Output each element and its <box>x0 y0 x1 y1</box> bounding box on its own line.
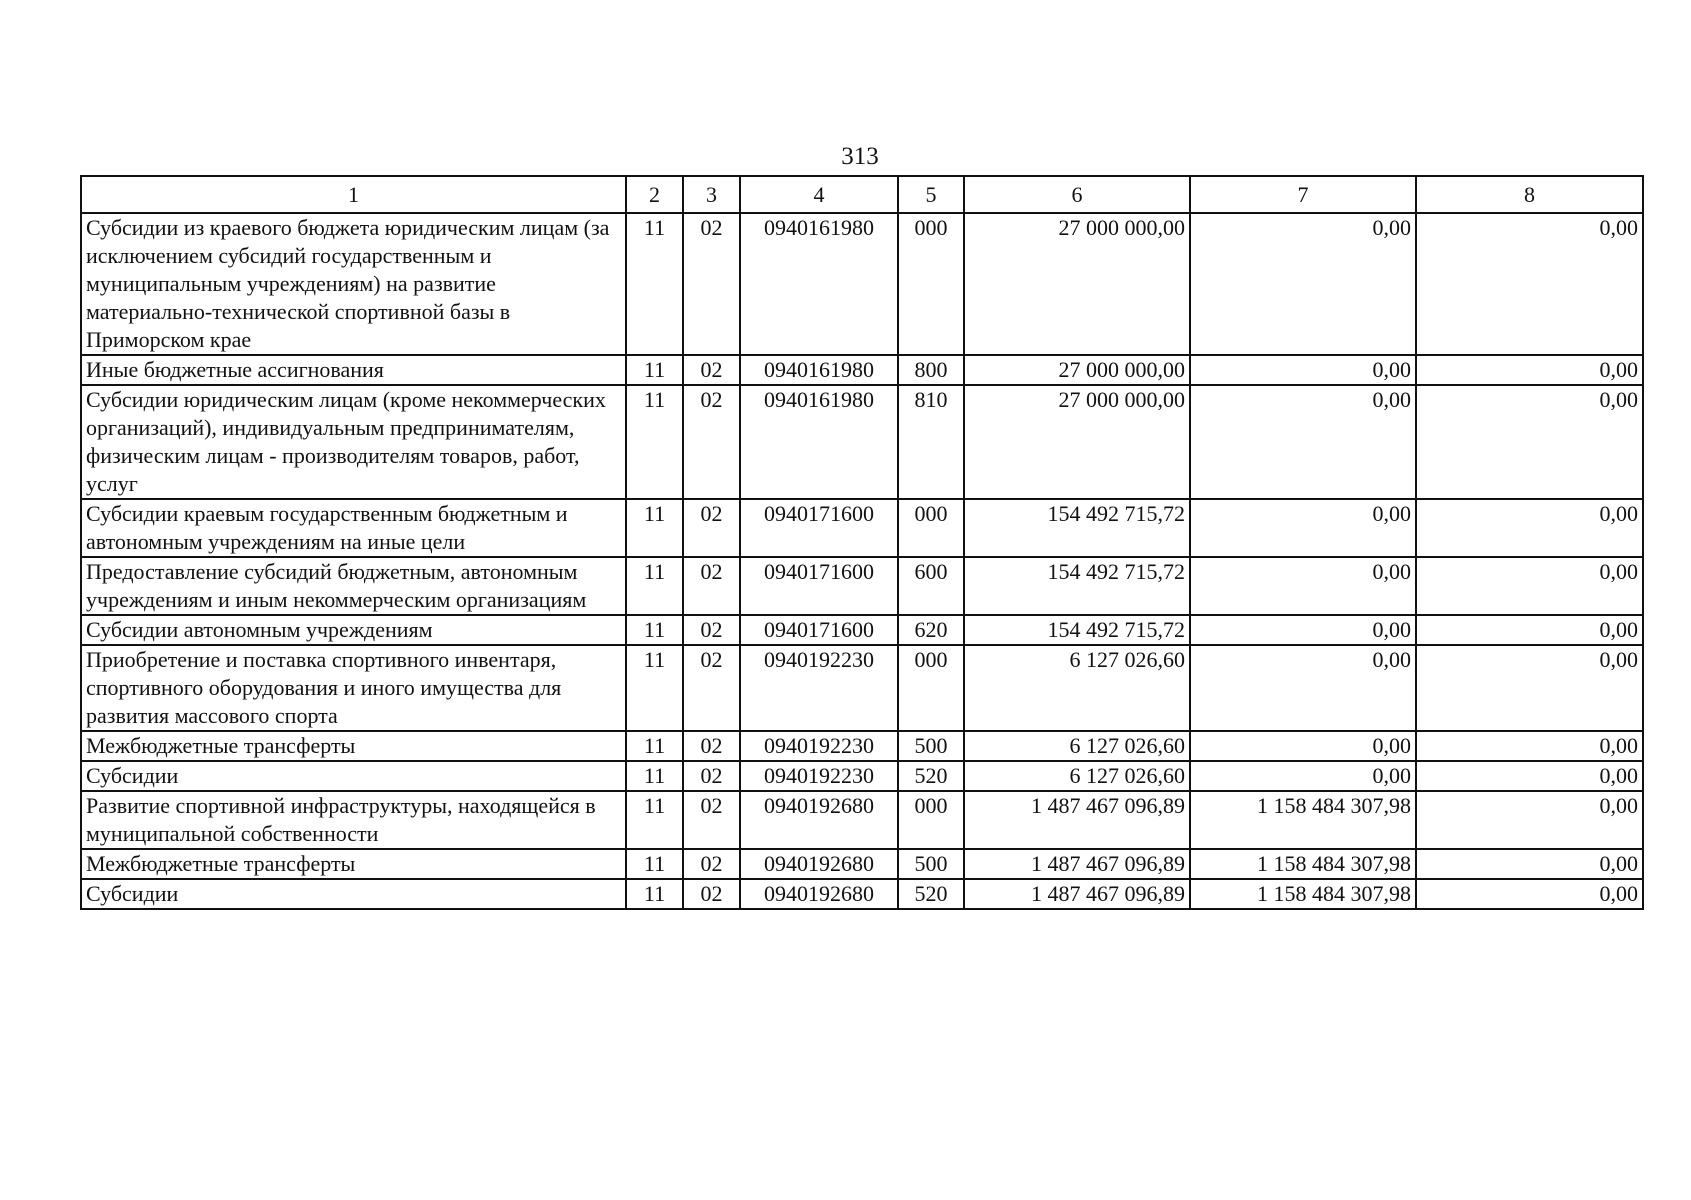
amount-col-6: 27 000 000,00 <box>964 355 1190 385</box>
amount-col-7: 0,00 <box>1190 761 1416 791</box>
amount-col-8: 0,00 <box>1416 849 1643 879</box>
target-article-code: 0940192230 <box>740 645 898 731</box>
amount-col-8: 0,00 <box>1416 731 1643 761</box>
header-col-1: 1 <box>81 176 626 213</box>
expense-type-code: 000 <box>898 791 964 849</box>
table-row <box>81 355 1643 385</box>
table-row <box>81 879 1643 909</box>
subsection-code: 02 <box>683 791 740 849</box>
header-col-5: 5 <box>898 176 964 213</box>
header-col-4: 4 <box>740 176 898 213</box>
section-code: 11 <box>626 615 683 645</box>
expense-type-code: 000 <box>898 213 964 355</box>
subsection-code: 02 <box>683 213 740 355</box>
header-col-2: 2 <box>626 176 683 213</box>
header-col-7: 7 <box>1190 176 1416 213</box>
page-number: 313 <box>841 143 879 170</box>
table-row <box>81 557 1643 615</box>
header-col-6: 6 <box>964 176 1190 213</box>
amount-col-7: 1 158 484 307,98 <box>1190 849 1416 879</box>
expense-name: Иные бюджетные ассигнования <box>81 355 626 385</box>
subsection-code: 02 <box>683 385 740 499</box>
subsection-code: 02 <box>683 499 740 557</box>
table-row <box>81 645 1643 731</box>
table-row <box>81 761 1643 791</box>
amount-col-8: 0,00 <box>1416 879 1643 909</box>
amount-col-6: 154 492 715,72 <box>964 615 1190 645</box>
subsection-code: 02 <box>683 557 740 615</box>
expense-name: Субсидии <box>81 879 626 909</box>
section-code: 11 <box>626 879 683 909</box>
subsection-code: 02 <box>683 761 740 791</box>
section-code: 11 <box>626 761 683 791</box>
amount-col-6: 1 487 467 096,89 <box>964 849 1190 879</box>
amount-col-7: 0,00 <box>1190 213 1416 355</box>
expense-type-code: 520 <box>898 879 964 909</box>
amount-col-8: 0,00 <box>1416 761 1643 791</box>
expense-name: Развитие спортивной инфраструктуры, находящейся в муниципальной собственности <box>81 791 626 849</box>
amount-col-8: 0,00 <box>1416 645 1643 731</box>
amount-col-7: 0,00 <box>1190 731 1416 761</box>
expense-name: Субсидии автономным учреждениям <box>81 615 626 645</box>
table-row <box>81 791 1643 849</box>
header-row <box>81 176 1643 213</box>
target-article-code: 0940161980 <box>740 355 898 385</box>
table-row <box>81 385 1643 499</box>
amount-col-8: 0,00 <box>1416 355 1643 385</box>
amount-col-7: 0,00 <box>1190 499 1416 557</box>
subsection-code: 02 <box>683 879 740 909</box>
target-article-code: 0940171600 <box>740 615 898 645</box>
amount-col-6: 27 000 000,00 <box>964 385 1190 499</box>
expense-type-code: 000 <box>898 645 964 731</box>
amount-col-8: 0,00 <box>1416 499 1643 557</box>
subsection-code: 02 <box>683 355 740 385</box>
section-code: 11 <box>626 645 683 731</box>
target-article-code: 0940161980 <box>740 385 898 499</box>
amount-col-7: 1 158 484 307,98 <box>1190 879 1416 909</box>
amount-col-7: 0,00 <box>1190 557 1416 615</box>
target-article-code: 0940171600 <box>740 499 898 557</box>
amount-col-7: 0,00 <box>1190 615 1416 645</box>
expense-name: Субсидии краевым государственным бюджетным и автономным учреждениям на иные цели <box>81 499 626 557</box>
budget-table <box>80 175 1644 910</box>
target-article-code: 0940192680 <box>740 849 898 879</box>
section-code: 11 <box>626 385 683 499</box>
section-code: 11 <box>626 557 683 615</box>
amount-col-6: 6 127 026,60 <box>964 731 1190 761</box>
target-article-code: 0940192680 <box>740 791 898 849</box>
table-row <box>81 499 1643 557</box>
section-code: 11 <box>626 355 683 385</box>
amount-col-8: 0,00 <box>1416 791 1643 849</box>
table-row <box>81 731 1643 761</box>
expense-type-code: 810 <box>898 385 964 499</box>
expense-type-code: 600 <box>898 557 964 615</box>
header-col-3: 3 <box>683 176 740 213</box>
amount-col-7: 0,00 <box>1190 645 1416 731</box>
target-article-code: 0940161980 <box>740 213 898 355</box>
expense-name: Субсидии из краевого бюджета юридическим лицам (за исключением субсидий государственным и муниципальным учреждениям) на развитие материально-технической спортивной базы в Приморском крае <box>81 213 626 355</box>
amount-col-8: 0,00 <box>1416 213 1643 355</box>
table-row <box>81 213 1643 355</box>
section-code: 11 <box>626 791 683 849</box>
amount-col-6: 1 487 467 096,89 <box>964 879 1190 909</box>
amount-col-6: 1 487 467 096,89 <box>964 791 1190 849</box>
expense-name: Межбюджетные трансферты <box>81 731 626 761</box>
expense-type-code: 800 <box>898 355 964 385</box>
target-article-code: 0940192680 <box>740 879 898 909</box>
subsection-code: 02 <box>683 731 740 761</box>
target-article-code: 0940192230 <box>740 761 898 791</box>
header-col-8: 8 <box>1416 176 1643 213</box>
amount-col-6: 6 127 026,60 <box>964 761 1190 791</box>
amount-col-8: 0,00 <box>1416 385 1643 499</box>
section-code: 11 <box>626 731 683 761</box>
expense-name: Предоставление субсидий бюджетным, автономным учреждениям и иным некоммерческим организациям <box>81 557 626 615</box>
subsection-code: 02 <box>683 615 740 645</box>
expense-name: Приобретение и поставка спортивного инвентаря, спортивного оборудования и иного имущества для развития массового спорта <box>81 645 626 731</box>
table-row <box>81 615 1643 645</box>
amount-col-6: 6 127 026,60 <box>964 645 1190 731</box>
amount-col-6: 154 492 715,72 <box>964 499 1190 557</box>
amount-col-7: 0,00 <box>1190 385 1416 499</box>
section-code: 11 <box>626 499 683 557</box>
expense-type-code: 500 <box>898 849 964 879</box>
target-article-code: 0940171600 <box>740 557 898 615</box>
amount-col-8: 0,00 <box>1416 615 1643 645</box>
target-article-code: 0940192230 <box>740 731 898 761</box>
expense-name: Субсидии <box>81 761 626 791</box>
subsection-code: 02 <box>683 645 740 731</box>
table-row <box>81 849 1643 879</box>
expense-type-code: 500 <box>898 731 964 761</box>
amount-col-8: 0,00 <box>1416 557 1643 615</box>
table-header <box>81 176 1643 213</box>
expense-type-code: 000 <box>898 499 964 557</box>
amount-col-6: 27 000 000,00 <box>964 213 1190 355</box>
section-code: 11 <box>626 849 683 879</box>
table-body <box>81 213 1643 909</box>
amount-col-7: 1 158 484 307,98 <box>1190 791 1416 849</box>
subsection-code: 02 <box>683 849 740 879</box>
expense-name: Межбюджетные трансферты <box>81 849 626 879</box>
amount-col-6: 154 492 715,72 <box>964 557 1190 615</box>
expense-type-code: 620 <box>898 615 964 645</box>
section-code: 11 <box>626 213 683 355</box>
amount-col-7: 0,00 <box>1190 355 1416 385</box>
expense-type-code: 520 <box>898 761 964 791</box>
expense-name: Субсидии юридическим лицам (кроме некоммерческих организаций), индивидуальным предпринимателям, физическим лицам - производителям товаров, работ, услуг <box>81 385 626 499</box>
